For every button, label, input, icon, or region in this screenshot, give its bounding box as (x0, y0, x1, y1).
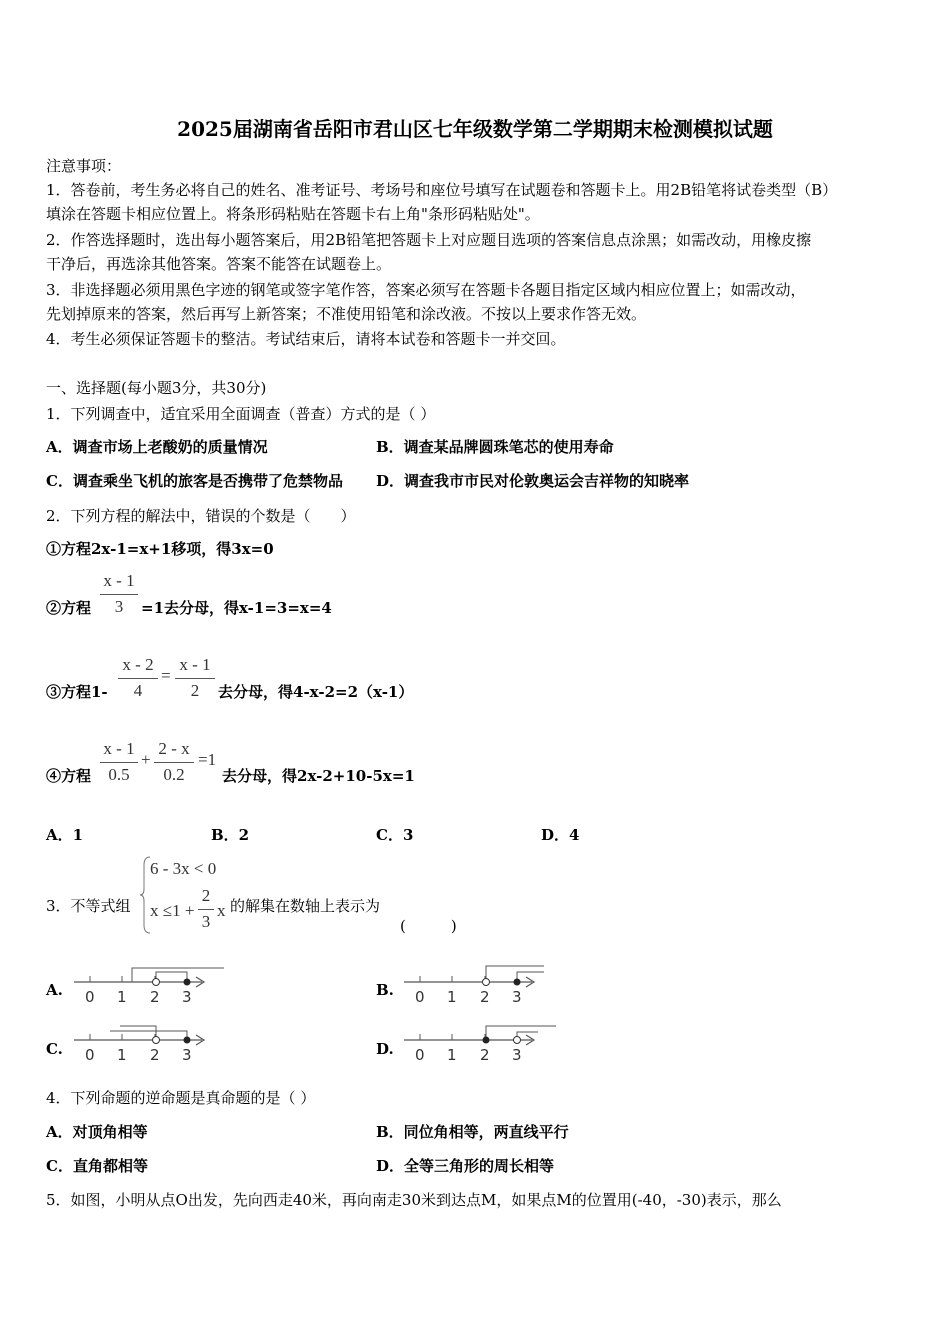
q4-option-b[interactable]: B．同位角相等，两直线平行 (376, 1123, 569, 1141)
q2-option-b[interactable]: B．2 (211, 826, 250, 844)
q2-item-4-prefix: ④方程 (46, 767, 92, 785)
q3-option-a-label[interactable]: A. (46, 981, 63, 999)
q1-option-c[interactable]: C．调查乘坐飞机的旅客是否携带了危禁物品 (46, 472, 343, 490)
tick-label: 2 (150, 1046, 160, 1064)
tick-label: 2 (150, 988, 160, 1006)
notice-line: 先划掉原来的答案，然后再写上新答案；不准使用铅笔和涂改液。不按以上要求作答无效。 (46, 305, 647, 323)
fraction-numerator: x - 1 (100, 739, 138, 763)
tick-label: 2 (480, 1046, 490, 1064)
tick-label: 3 (512, 988, 522, 1006)
q3-option-d-label[interactable]: D. (376, 1040, 394, 1058)
equals-sign: = (161, 666, 171, 685)
tick-label: 1 (447, 1046, 457, 1064)
fraction-denominator: 3 (114, 597, 124, 616)
question-3-stem-prefix: 3．不等式组 (46, 897, 131, 915)
answer-paren: ( ) (400, 917, 457, 935)
q2-option-c[interactable]: C．3 (376, 826, 414, 844)
question-5-stem: 5．如图，小明从点O出发，先向西走40米，再向南走30米到达点M，如果点M的位置用(-40，-30)表示，那么 (46, 1191, 782, 1209)
q2-item-3-fraction-1 (118, 655, 158, 701)
fraction-numerator: 2 (198, 886, 214, 910)
q1-option-a[interactable]: A．调查市场上老酸奶的质量情况 (46, 438, 268, 456)
question-3-stem-suffix: 的解集在数轴上表示为 (230, 897, 381, 915)
q2-item-3-fraction-2 (175, 655, 215, 701)
fraction-numerator: x - 1 (100, 571, 138, 595)
inequality-1: 6 - 3x < 0 (150, 859, 217, 878)
notice-line: 干净后，再选涂其他答案。答案不能答在试题卷上。 (46, 255, 392, 273)
tick-label: 3 (182, 988, 192, 1006)
tick-label: 3 (182, 1046, 192, 1064)
q2-item-3-suffix: 去分母，得4-x-2=2（x-1） (218, 683, 414, 701)
q2-item-4-suffix: 去分母，得2x-2+10-5x=1 (222, 767, 415, 785)
fraction-denominator: 0.2 (163, 765, 185, 784)
plus-sign: + (141, 750, 151, 769)
q4-option-d[interactable]: D．全等三角形的周长相等 (376, 1157, 555, 1175)
notice-line: 填涂在答题卡相应位置上。将条形码粘贴在答题卡右上角"条形码粘贴处"。 (46, 205, 540, 223)
q2-item-4-fraction-1 (100, 739, 138, 785)
q1-option-b[interactable]: B．调查某品牌圆珠笔芯的使用寿命 (376, 438, 614, 456)
tick-label: 1 (447, 988, 457, 1006)
tick-label: 0 (415, 1046, 425, 1064)
tick-label: 0 (85, 988, 95, 1006)
inequality-2-fraction (198, 886, 214, 932)
question-2-stem: 2．下列方程的解法中，错误的个数是（ ） (46, 507, 356, 525)
fraction-numerator: 2 - x (154, 739, 194, 763)
q2-item-1: ①方程2x-1=x+1移项，得3x=0 (46, 540, 274, 558)
q2-item-3-prefix: ③方程1- (46, 683, 108, 701)
q2-option-d[interactable]: D．4 (541, 826, 580, 844)
q2-item-2-suffix: =1去分母，得x-1=3=x=4 (141, 599, 332, 617)
section-heading: 一、选择题(每小题3分，共30分) (46, 379, 267, 397)
fraction-denominator: 2 (190, 681, 200, 700)
equals-one: =1 (198, 750, 217, 769)
tick-label: 0 (85, 1046, 95, 1064)
tick-label: 3 (512, 1046, 522, 1064)
question-1-stem: 1．下列调查中，适宜采用全面调查（普查）方式的是（ ） (46, 405, 436, 423)
tick-label: 1 (117, 1046, 127, 1064)
fraction-denominator: 0.5 (108, 765, 130, 784)
q3-option-b-label[interactable]: B. (376, 981, 394, 999)
q2-item-4-fraction-2 (154, 739, 194, 785)
page-title: 2025届湖南省岳阳市君山区七年级数学第二学期期末检测模拟试题 (177, 117, 773, 141)
q3-option-a-number-line[interactable] (72, 960, 232, 1008)
inequality-2-left: x ≤1 + (150, 901, 195, 920)
q3-option-b-number-line[interactable] (402, 960, 562, 1008)
fraction-numerator: x - 1 (175, 655, 215, 679)
tick-label: 1 (117, 988, 127, 1006)
notice-line: 2．作答选择题时，选出每小题答案后，用2B铅笔把答题卡上对应题目选项的答案信息点涂黑；如需改动，用橡皮擦 (46, 231, 812, 249)
notice-heading: 注意事项： (46, 157, 122, 175)
notice-line: 1．答卷前，考生务必将自己的姓名、准考证号、考场号和座位号填写在试题卷和答题卡上。用2B铅笔将试卷类型（B） (46, 181, 838, 199)
q3-option-c-number-line[interactable] (72, 1018, 232, 1066)
q2-item-2-fraction (100, 571, 138, 617)
question-4-stem: 4．下列命题的逆命题是真命题的是（ ） (46, 1089, 316, 1107)
q1-option-d[interactable]: D．调查我市市民对伦敦奥运会吉祥物的知晓率 (376, 472, 690, 490)
tick-label: 2 (480, 988, 490, 1006)
q3-option-d-number-line[interactable] (402, 1018, 562, 1066)
notice-line: 4．考生必须保证答题卡的整洁。考试结束后，请将本试卷和答题卡一并交回。 (46, 330, 566, 348)
notice-line: 3．非选择题必须用黑色字迹的钢笔或签字笔作答，答案必须写在答题卡各题目指定区域内相应位置上；如需改动， (46, 281, 806, 299)
q4-option-a[interactable]: A．对顶角相等 (46, 1123, 148, 1141)
q2-item-2-prefix: ②方程 (46, 599, 92, 617)
q4-option-c[interactable]: C．直角都相等 (46, 1157, 148, 1175)
q2-option-a[interactable]: A．1 (46, 826, 84, 844)
fraction-numerator: x - 2 (118, 655, 158, 679)
fraction-denominator: 3 (201, 912, 211, 931)
fraction-denominator: 4 (133, 681, 143, 700)
q3-option-c-label[interactable]: C. (46, 1040, 63, 1058)
inequality-2-right: x (217, 901, 226, 920)
tick-label: 0 (415, 988, 425, 1006)
